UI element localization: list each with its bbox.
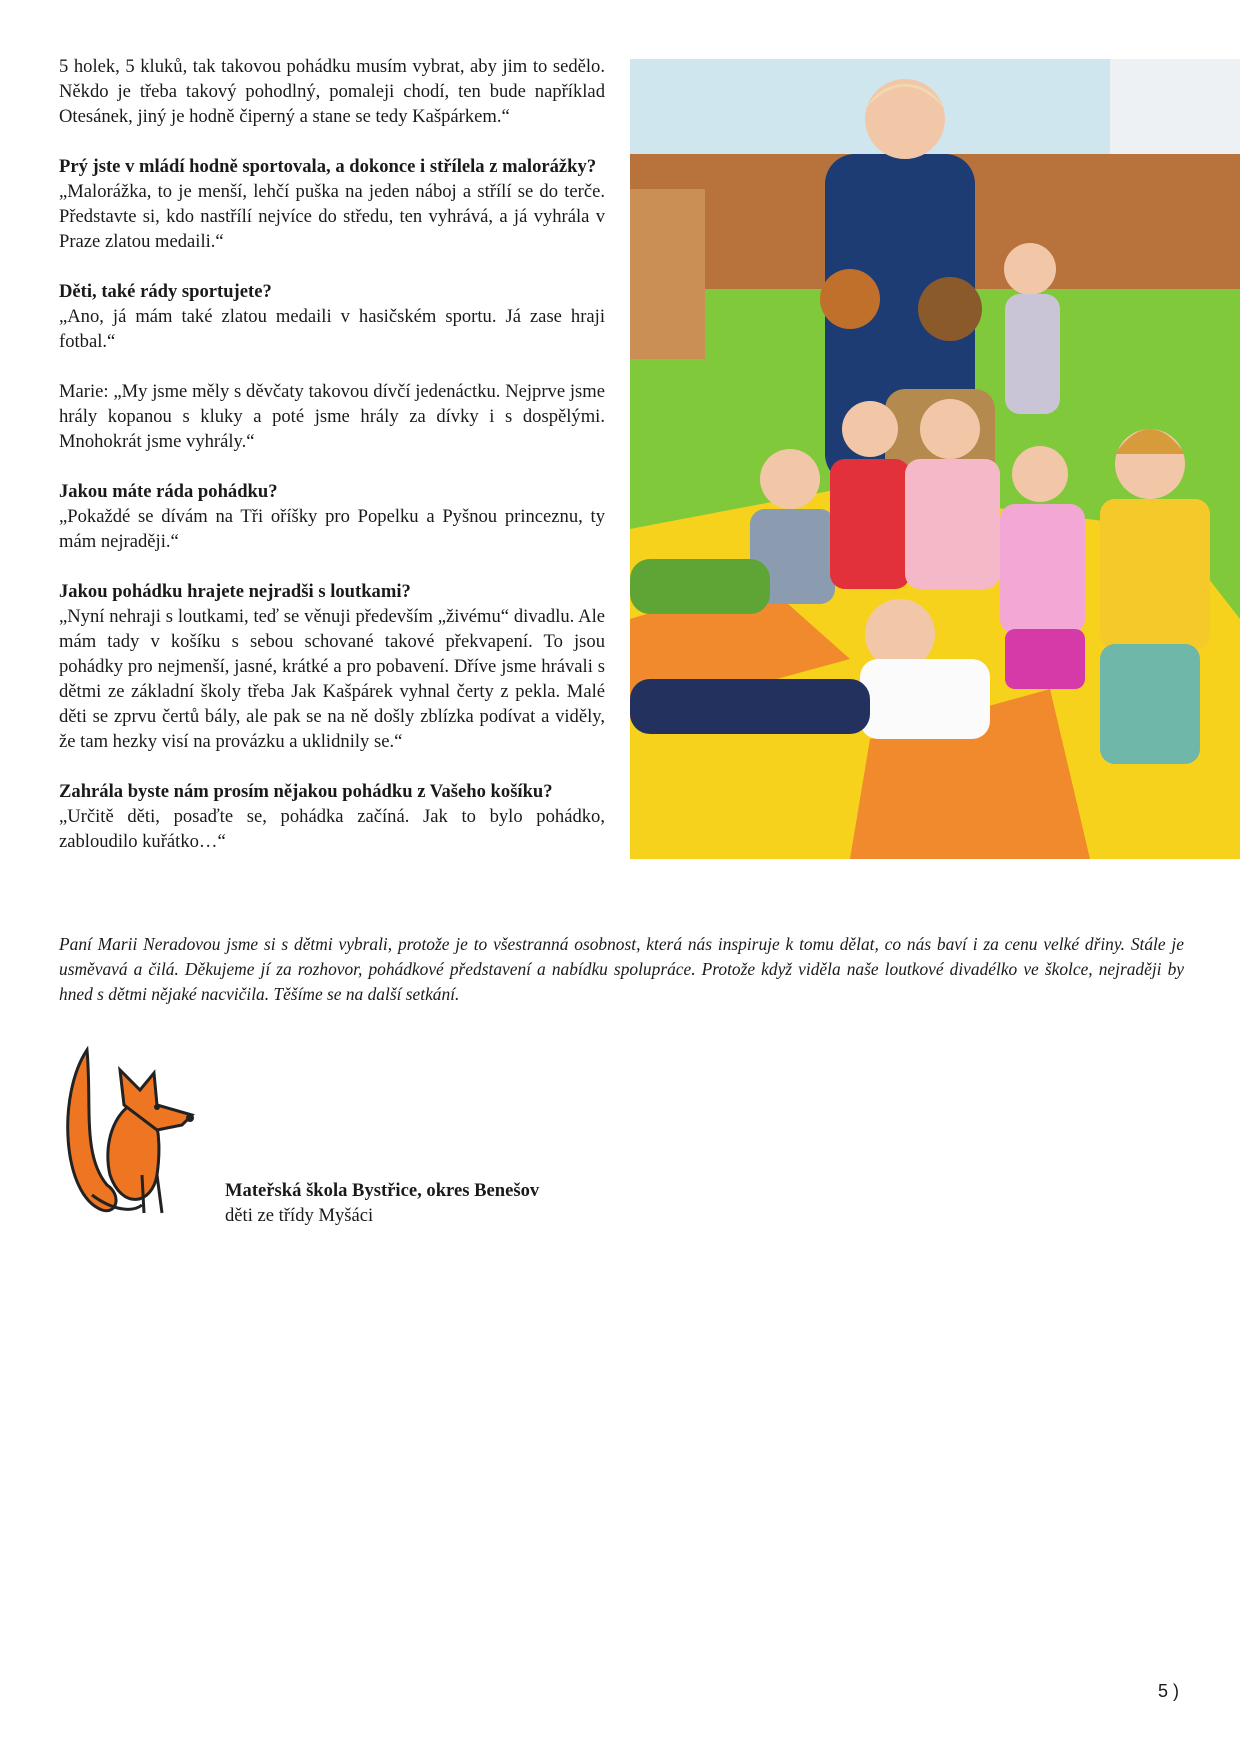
qa-answer: „Určitě děti, posaďte se, pohádka začíná. Jak to bylo pohádko, zabloudilo kuřátko…“ — [59, 806, 605, 852]
qa-answer: „Ano, já mám také zlatou medaili v hasičském sportu. Já zase hraji fotbal.“ — [59, 306, 605, 352]
classroom-photo-illustration — [630, 59, 1240, 859]
qa-answer: „Nyní nehraji s loutkami, teď se věnuji především „živému“ divadlu. Ale mám tady v košíku s sebou schované takové překvapení. To jsou pohádky pro nejmenší, jasné, krátké a pro pobavení. Dříve jsme hrávali s dětmi ze základní školy třeba Jak Kašpárek vyhnal čerty z pekla. Malé děti se zprvu čertů bály, ale pak se na ně došly zblízka podívat a viděly, že tam hezky visí na provázku a uklidnily se.“ — [59, 606, 605, 752]
fox-logo — [62, 1045, 212, 1225]
qa-item — [59, 479, 605, 554]
qa-item — [59, 279, 605, 354]
qa-question: Jakou pohádku hrajete nejradši s loutkami? — [59, 581, 411, 602]
qa-item — [59, 154, 605, 254]
qa-question: Jakou máte ráda pohádku? — [59, 481, 278, 502]
page-number: 5 ) — [1158, 1681, 1180, 1701]
closing-note: Paní Marii Neradovou jsme si s dětmi vybrali, protože je to všestranná osobnost, která nás inspiruje k tomu dělat, co nás baví i za cenu velké dřiny. Stále je usměvavá a čilá. Děkujeme jí za rozhovor, pohádkové představení a nabídku spolupráce. Protože když viděla naše loutkové divadélko ve školce, nejraději by hned s dětmi nějaké nacvičila. Těšíme se na další setkání. — [59, 934, 1184, 1005]
classroom-photo — [630, 59, 1240, 859]
fox-icon — [62, 1045, 212, 1225]
qa-question: Děti, také rády sportujete? — [59, 281, 272, 302]
qa-item — [59, 379, 605, 454]
qa-answer: „Malorážka, to je menší, lehčí puška na jeden náboj a střílí se do terče. Představte si, kdo nastřílí nejvíce do středu, ten vyhrává, a já vyhrála v Praze zlatou medaili.“ — [59, 181, 605, 252]
qa-question: Zahrála byste nám prosím nějakou pohádku z Vašeho košíku? — [59, 781, 553, 802]
qa-item — [59, 579, 605, 754]
qa-answer: Marie: „My jsme měly s děvčaty takovou dívčí jedenáctku. Nejprve jsme hrály kopanou s kluky a poté jsme hrály za dívky i s dospělými. Mnohokrát jsme vyhrály.“ — [59, 381, 605, 452]
qa-item — [59, 779, 605, 854]
class-name: děti ze třídy Myšáci — [225, 1205, 374, 1226]
qa-answer: „Pokaždé se dívám na Tři oříšky pro Popelku a Pyšnou princeznu, ty mám nejraději.“ — [59, 506, 605, 552]
signature-block — [225, 1178, 539, 1228]
qa-question: Prý jste v mládí hodně sportovala, a dokonce i střílela z malorážky? — [59, 156, 597, 177]
school-name: Mateřská škola Bystřice, okres Benešov — [225, 1180, 540, 1201]
intro-paragraph: 5 holek, 5 kluků, tak takovou pohádku musím vybrat, aby jim to sedělo. Někdo je třeba takový pohodlný, pomaleji chodí, ten bude například Otesánek, jiný je hodně čiperný a stane se tedy Kašpárkem.“ — [59, 56, 605, 127]
interview-column — [59, 54, 605, 879]
